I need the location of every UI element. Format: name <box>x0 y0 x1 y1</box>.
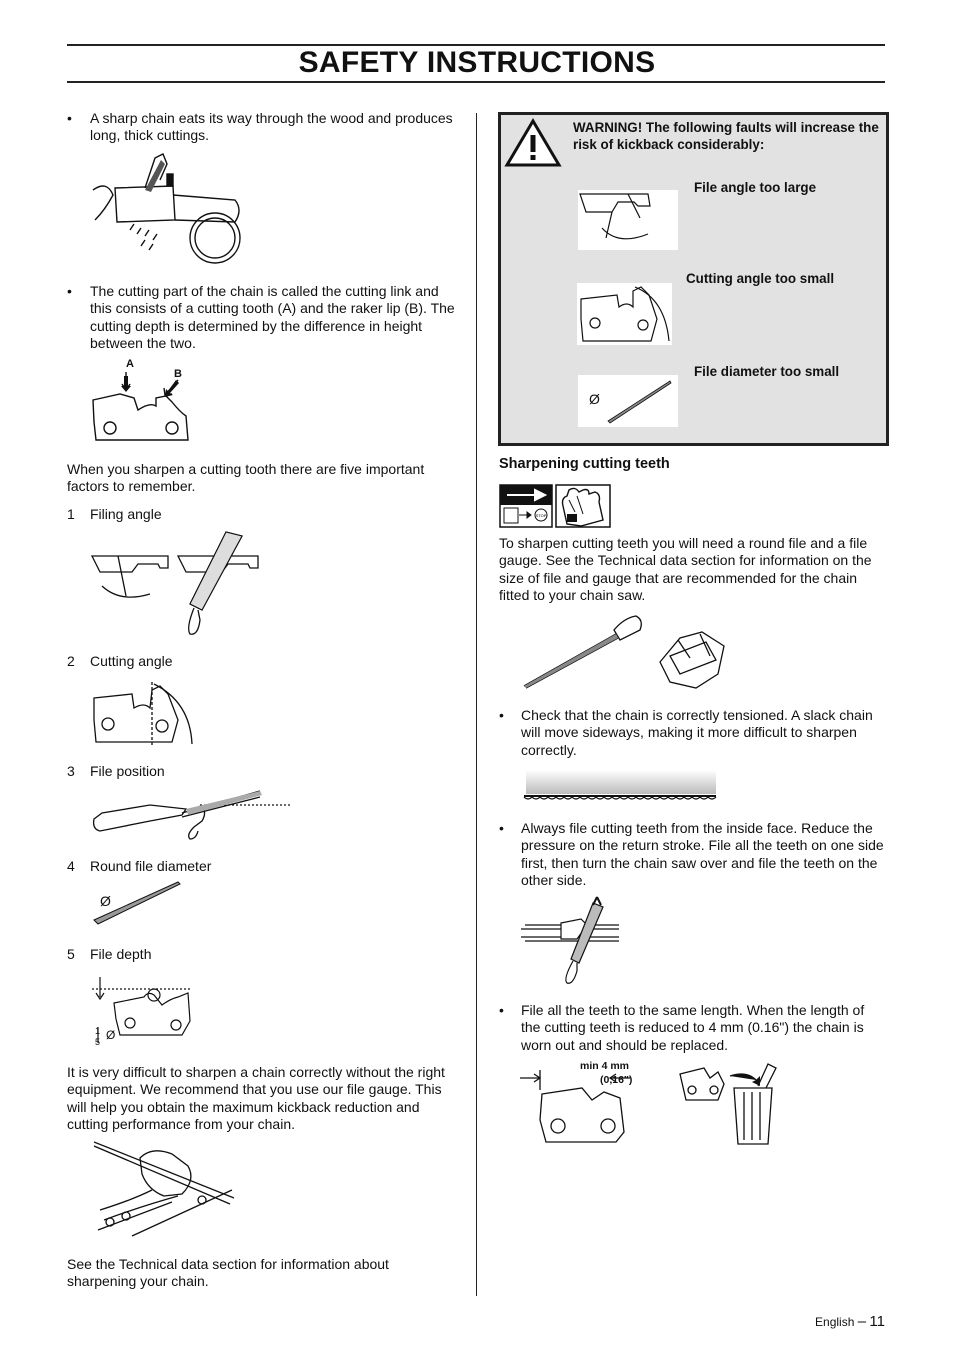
round-file-diameter-illustration <box>92 880 187 928</box>
factor-5-num: 5 <box>67 946 75 962</box>
diameter-symbol-5: Ø <box>106 1028 116 1042</box>
round-file-and-gauge-illustration <box>520 612 730 692</box>
footer-language: English <box>815 1315 855 1329</box>
factor-1-label: Filing angle <box>90 506 162 522</box>
left-para-cutting-link: The cutting part of the chain is called the cutting link and this consists of a cutting tooth (A) and the raker lip (B). The cutting depth is determined by the difference in height between the two. <box>90 283 455 352</box>
chain-tension-illustration <box>522 770 718 804</box>
factor-2-num: 2 <box>67 653 75 669</box>
factor-4-label: Round file diameter <box>90 858 212 874</box>
right-para-same-length: File all the teeth to the same length. When the length of the cutting teeth is reduced to 4 mm (0.16") the chain is worn out and should be replaced. <box>521 1002 865 1053</box>
label-a: A <box>126 358 134 370</box>
page-title: SAFETY INSTRUCTIONS <box>298 46 656 79</box>
file-position-illustration <box>90 785 295 840</box>
factor-2-label: Cutting angle <box>90 653 173 669</box>
depth-fraction-top: 1 <box>95 1026 101 1036</box>
footer <box>815 1313 885 1330</box>
right-bullet-3: • <box>499 1002 504 1018</box>
sharpening-heading: Sharpening cutting teeth <box>499 456 670 472</box>
cutting-angle-illustration <box>92 680 202 750</box>
chainsaw-cutting-illustration <box>85 150 255 265</box>
left-para-equipment: It is very difficult to sharpen a chain correctly without the right equipment. We recommend that you use our file gauge. This will help you obtain the maximum kickback reduction and cutting performance from your chain. <box>67 1064 445 1133</box>
factor-1-num: 1 <box>67 506 75 522</box>
factor-3-num: 3 <box>67 763 75 779</box>
right-bullet-1: • <box>499 707 504 723</box>
left-para-sharp-chain: A sharp chain eats its way through the wood and produces long, thick cuttings. <box>90 110 453 144</box>
fault-file-diameter-label: File diameter too small <box>694 364 840 379</box>
column-divider <box>476 113 477 1296</box>
fault-file-angle-label: File angle too large <box>694 180 817 195</box>
warning-text: WARNING! The following faults will increase the risk of kickback considerably: <box>573 120 879 153</box>
fault-file-angle-illustration <box>578 190 678 250</box>
min-length-inch-label: (0,16") <box>600 1074 633 1086</box>
file-gauge-illustration <box>92 1140 237 1240</box>
read-manual-stop-icon <box>499 484 553 528</box>
depth-fraction-bottom: 5 <box>95 1037 101 1047</box>
label-b: B <box>174 368 182 380</box>
right-para-inside-face: Always file cutting teeth from the inside face. Reduce the pressure on the return stroke. File all the teeth on one side first, then turn the chain saw over and file the teeth on the other side. <box>521 820 884 889</box>
right-bullet-2: • <box>499 820 504 836</box>
fault-diameter-symbol: Ø <box>589 391 600 407</box>
right-para-tension: Check that the chain is correctly tensioned. A slack chain will move sideways, making it more difficult to sharpen correctly. <box>521 707 873 758</box>
factor-4-num: 4 <box>67 858 75 874</box>
diameter-symbol-4: Ø <box>100 893 111 909</box>
replace-chain-trash-illustration <box>678 1060 780 1146</box>
stop-label: STOP <box>535 513 547 518</box>
factor-5-label: File depth <box>90 946 152 962</box>
warning-triangle-icon <box>505 119 561 167</box>
bullet-2: • <box>67 283 72 299</box>
left-para-five-factors: When you sharpen a cutting tooth there are five important factors to remember. <box>67 461 425 495</box>
right-para-tools: To sharpen cutting teeth you will need a round file and a file gauge. See the Technical data section for information on the size of file and gauge that are recommended for the chain fitted to your chain saw. <box>499 535 872 604</box>
bullet-1: • <box>67 110 72 126</box>
footer-dash: – <box>857 1313 867 1330</box>
page-number: 11 <box>869 1313 885 1330</box>
factor-3-label: File position <box>90 763 165 779</box>
fault-cutting-angle-illustration <box>577 283 672 345</box>
minimum-tooth-length-illustration <box>520 1070 635 1146</box>
cutting-link-illustration <box>90 372 200 447</box>
fault-cutting-angle-label: Cutting angle too small <box>686 271 835 286</box>
protective-glove-icon <box>555 484 611 528</box>
filing-angle-illustration <box>90 528 265 638</box>
left-para-technical-data: See the Technical data section for information about sharpening your chain. <box>67 1256 389 1290</box>
header-rule-bottom <box>67 81 885 83</box>
filing-inside-face-illustration <box>521 895 621 987</box>
min-length-label: min 4 mm <box>580 1060 630 1072</box>
